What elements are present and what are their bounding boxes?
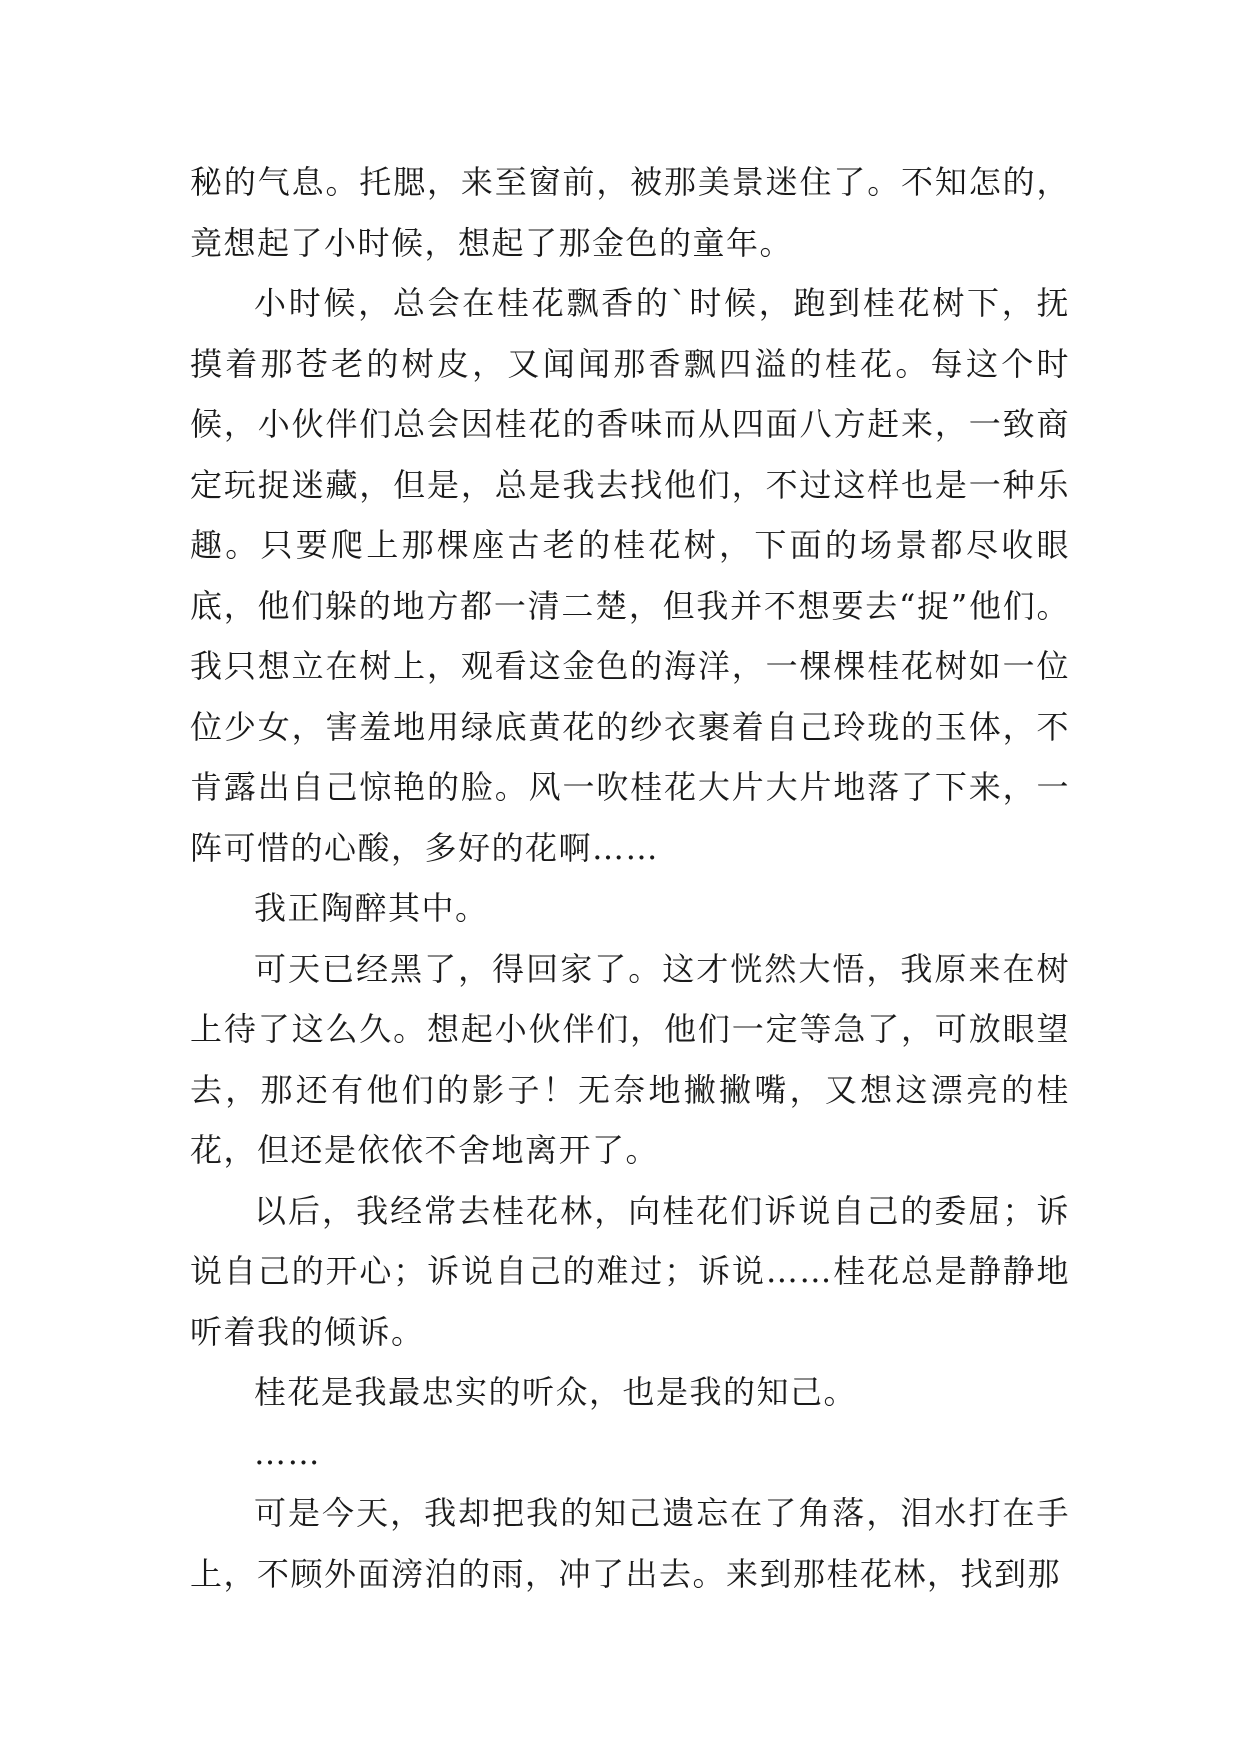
paragraph: 可是今天，我却把我的知己遗忘在了角落，泪水打在手上，不顾外面滂泊的雨，冲了出去。来到那桂花林，找到那 [190, 1494, 1070, 1593]
paragraph: 可天已经黑了，得回家了。这才恍然大悟，我原来在树上待了这么久。想起小伙伴们，他们一定等急了，可放眼望去，那还有他们的影子！无奈地撇撇嘴，又想这漂亮的桂花，但还是依依不舍地离开了。 [190, 949, 1070, 1169]
paragraph: 以后，我经常去桂花林，向桂花们诉说自己的委屈；诉说自己的开心；诉说自己的难过；诉说……桂花总是静静地听着我的倾诉。 [190, 1191, 1070, 1351]
paragraph: 我正陶醉其中。 [254, 889, 489, 927]
ellipsis-paragraph: …… [254, 1433, 321, 1472]
paragraph-continuation: 秘的气息。托腮，来至窗前，被那美景迷住了。不知怎的，竟想起了小时候，想起了那金色的童年。 [190, 163, 1070, 262]
paragraph: 小时候，总会在桂花飘香的`时候，跑到桂花树下，抚摸着那苍老的树皮，又闻闻那香飘四溢的桂花。每这个时候，小伙伴们总会因桂花的香味而从四面八方赶来，一致商定玩捉迷藏，但是，总是我去找他们，不过这样也是一种乐趣。只要爬上那棵座古老的桂花树，下面的场景都尽收眼底，他们躲的地方都一清二楚，但我并不想要去“捉”他们。我只想立在树上，观看这金色的海洋，一棵棵桂花树如一位位少女，害羞地用绿底黄花的纱衣裹着自己玲珑的玉体，不肯露出自己惊艳的脸。风一吹桂花大片大片地落了下来，一阵可惜的心酸，多好的花啊…… [190, 284, 1070, 867]
paragraph: 桂花是我最忠实的听众，也是我的知己。 [254, 1373, 858, 1411]
document-body [190, 152, 1070, 1604]
